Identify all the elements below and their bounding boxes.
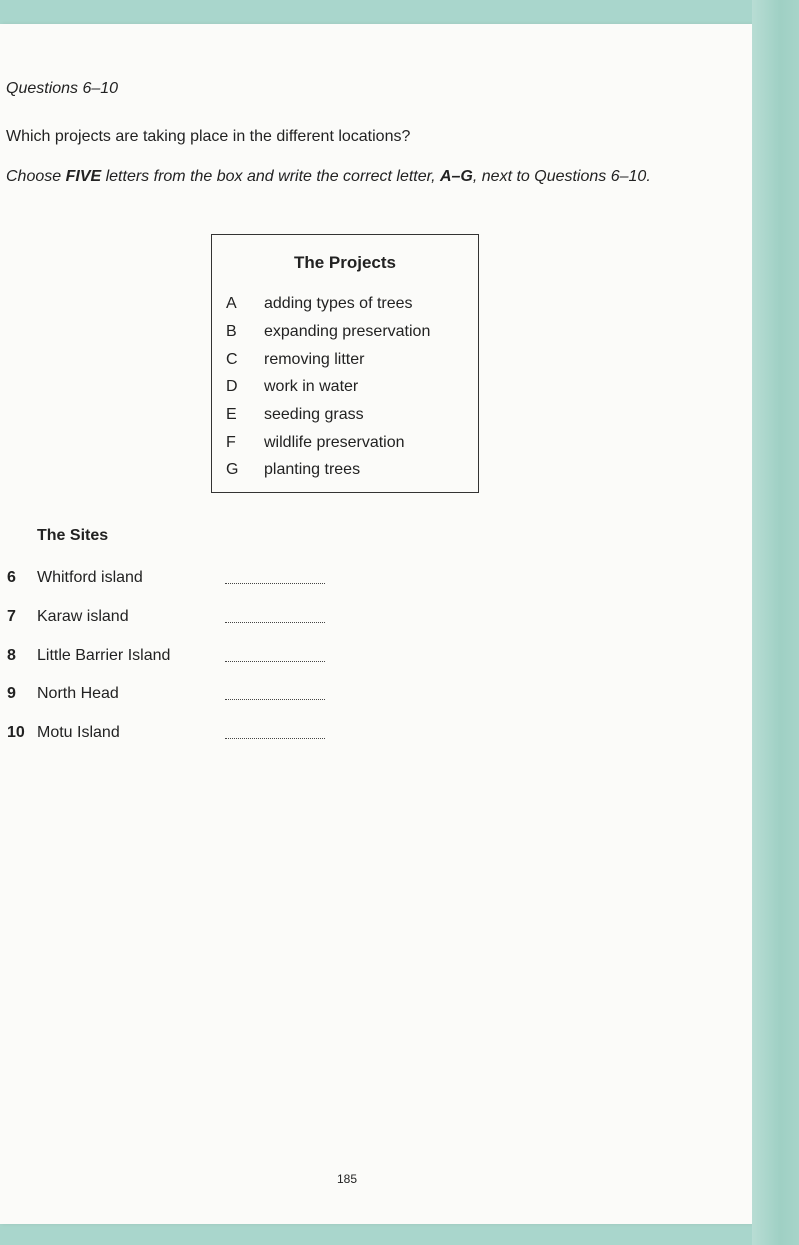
instruction-range: A–G [439,168,473,185]
site-name: Karaw island [37,608,129,625]
project-text: work in water [264,378,359,395]
site-row [0,608,400,630]
instruction-part-3: , next to Questions 6–10. [472,168,651,185]
answer-blank[interactable] [225,738,325,739]
site-name: Whitford island [37,569,143,586]
instruction-text [6,168,651,186]
page-number: 185 [336,1172,358,1186]
site-name: Little Barrier Island [37,647,171,664]
site-name: Motu Island [37,724,120,741]
answer-blank[interactable] [225,583,325,584]
projects-box [211,234,479,493]
site-number: 6 [7,569,16,586]
project-text: seeding grass [264,406,364,423]
project-text: wildlife preservation [264,434,405,451]
instruction-five: FIVE [65,168,102,185]
projects-title: The Projects [293,253,397,272]
project-letter: G [226,461,239,478]
project-letter: B [226,323,237,340]
site-row [0,685,400,707]
page-edge-background [752,0,799,1245]
site-number: 7 [7,608,16,625]
site-row [0,569,400,591]
answer-blank[interactable] [225,622,325,623]
project-text: removing litter [264,351,365,368]
project-letter: C [226,351,238,368]
questions-heading: Questions 6–10 [6,80,119,97]
sites-heading: The Sites [37,527,109,544]
project-text: adding types of trees [264,295,413,312]
site-number: 9 [7,685,16,702]
site-number: 8 [7,647,16,664]
project-letter: F [226,434,236,451]
project-text: expanding preservation [264,323,431,340]
instruction-part-1: Choose [6,168,66,185]
site-name: North Head [37,685,119,702]
project-letter: A [226,295,237,312]
site-number: 10 [7,724,25,741]
project-letter: E [226,406,237,423]
answer-blank[interactable] [225,699,325,700]
site-row [0,647,400,669]
question-text: Which projects are taking place in the different locations? [6,128,411,145]
project-letter: D [226,378,238,395]
project-text: planting trees [264,461,361,478]
site-row [0,724,400,746]
answer-blank[interactable] [225,661,325,662]
instruction-part-2: letters from the box and write the correct letter, [101,168,440,185]
